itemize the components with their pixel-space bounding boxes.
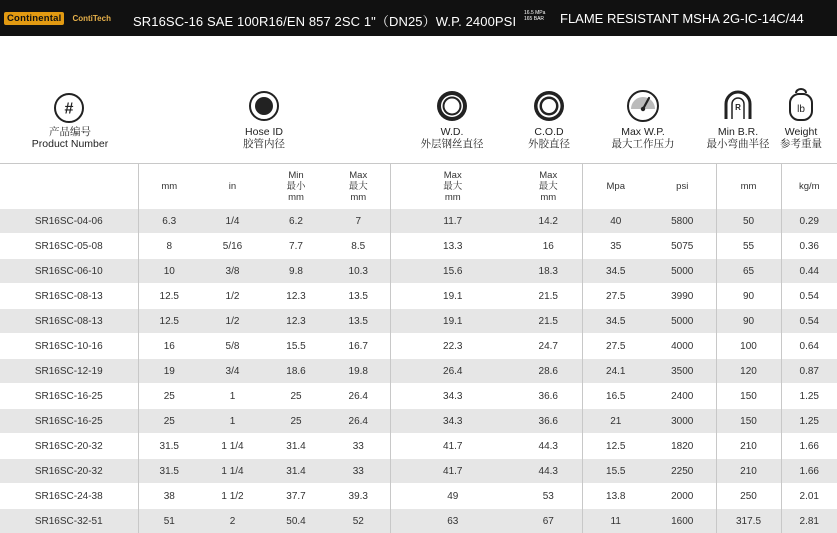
cell-wp-psi: 1600 <box>649 509 716 533</box>
svg-text:R: R <box>735 103 741 112</box>
cell-weight: 1.66 <box>781 434 837 459</box>
unit-cell-cod-max <box>515 164 582 209</box>
cell-wp-psi: 3500 <box>649 359 716 384</box>
cell-weight: 0.36 <box>781 234 837 259</box>
cell-hose-id-min: 12.3 <box>265 284 327 309</box>
cell-hose-id-max: 33 <box>327 434 390 459</box>
cell-wd-max: 19.1 <box>390 284 515 309</box>
cell-hose-id-max: 26.4 <box>327 384 390 409</box>
pressure-bar: 165 BAR <box>524 16 545 22</box>
unit-label: mm <box>327 192 390 203</box>
cell-hose-id-max: 16.7 <box>327 334 390 359</box>
unit-cell-min-br <box>716 164 781 209</box>
cell-hose-id-min: 15.5 <box>265 334 327 359</box>
cell-min-br: 100 <box>716 334 781 359</box>
cell-hose-id-max: 39.3 <box>327 484 390 509</box>
unit-label: Max <box>327 170 390 181</box>
cell-wd-max: 11.7 <box>390 209 515 234</box>
header-weight <box>771 126 831 150</box>
cell-hose-id-mm: 25 <box>138 384 200 409</box>
cell-product-number: SR16SC-06-10 <box>0 259 138 284</box>
wire-ring-icon <box>435 89 469 123</box>
cell-product-number: SR16SC-20-32 <box>0 459 138 484</box>
cell-wp-psi: 1820 <box>649 434 716 459</box>
cell-wp-psi: 2400 <box>649 384 716 409</box>
cell-hose-id-mm: 19 <box>138 359 200 384</box>
unit-cell-hose-id-in <box>200 164 265 209</box>
cell-wp-psi: 4000 <box>649 334 716 359</box>
unit-label: Max <box>391 170 516 181</box>
cell-hose-id-mm: 38 <box>138 484 200 509</box>
table-row <box>0 509 837 533</box>
cell-hose-id-in: 1/4 <box>200 209 265 234</box>
cell-weight: 0.87 <box>781 359 837 384</box>
unit-label: psi <box>649 181 716 192</box>
cell-min-br: 90 <box>716 309 781 334</box>
header-wd-en: W.D. <box>412 126 492 138</box>
unit-cell-wp-mpa <box>582 164 649 209</box>
cell-wp-mpa: 24.1 <box>582 359 649 384</box>
cell-wp-mpa: 15.5 <box>582 459 649 484</box>
unit-label: Min <box>265 170 327 181</box>
cell-cod-max: 14.2 <box>515 209 582 234</box>
unit-label: 最大 <box>327 181 390 192</box>
cell-cod-max: 24.7 <box>515 334 582 359</box>
unit-label: kg/m <box>782 181 837 192</box>
weight-lb-icon <box>788 87 814 123</box>
cell-cod-max: 21.5 <box>515 284 582 309</box>
cell-product-number: SR16SC-16-25 <box>0 384 138 409</box>
header-min-br <box>698 126 778 150</box>
header-min-br-en: Min B.R. <box>698 126 778 138</box>
cell-hose-id-max: 13.5 <box>327 309 390 334</box>
cell-wd-max: 63 <box>390 509 515 533</box>
cell-hose-id-in: 2 <box>200 509 265 533</box>
cell-hose-id-min: 31.4 <box>265 459 327 484</box>
cell-hose-id-max: 52 <box>327 509 390 533</box>
cell-wp-mpa: 12.5 <box>582 434 649 459</box>
pressure-gauge-icon <box>626 89 660 123</box>
table-row <box>0 484 837 509</box>
unit-label: mm <box>265 192 327 203</box>
header-wd <box>412 126 492 150</box>
cell-min-br: 150 <box>716 409 781 434</box>
header-product-number-cn: 产品编号 <box>18 126 122 138</box>
cell-product-number: SR16SC-08-13 <box>0 284 138 309</box>
header-cod-cn: 外胶直径 <box>509 138 589 150</box>
cell-hose-id-in: 1 <box>200 409 265 434</box>
cell-wp-psi: 2250 <box>649 459 716 484</box>
header-cod <box>509 126 589 150</box>
cell-hose-id-min: 7.7 <box>265 234 327 259</box>
cell-product-number: SR16SC-24-38 <box>0 484 138 509</box>
table-row <box>0 209 837 234</box>
cell-min-br: 317.5 <box>716 509 781 533</box>
title-banner <box>0 0 837 36</box>
cell-min-br: 210 <box>716 459 781 484</box>
cell-wp-psi: 5800 <box>649 209 716 234</box>
cell-hose-id-min: 6.2 <box>265 209 327 234</box>
cell-hose-id-in: 1 1/2 <box>200 484 265 509</box>
cell-wd-max: 26.4 <box>390 359 515 384</box>
cell-weight: 0.54 <box>781 284 837 309</box>
cell-hose-id-min: 50.4 <box>265 509 327 533</box>
cell-wp-psi: 5000 <box>649 309 716 334</box>
unit-label: in <box>200 181 265 192</box>
cell-product-number: SR16SC-12-19 <box>0 359 138 384</box>
cell-product-number: SR16SC-16-25 <box>0 409 138 434</box>
cell-hose-id-max: 26.4 <box>327 409 390 434</box>
header-wd-cn: 外层钢丝直径 <box>412 138 492 150</box>
cell-hose-id-min: 37.7 <box>265 484 327 509</box>
header-cod-en: C.O.D <box>509 126 589 138</box>
table-row <box>0 309 837 334</box>
cell-hose-id-mm: 31.5 <box>138 459 200 484</box>
cell-weight: 1.66 <box>781 459 837 484</box>
cell-wp-mpa: 27.5 <box>582 284 649 309</box>
header-hose-id-en: Hose ID <box>214 126 314 138</box>
cell-wp-mpa: 40 <box>582 209 649 234</box>
cell-hose-id-in: 1/2 <box>200 309 265 334</box>
header-max-wp-cn: 最大工作压力 <box>598 138 688 150</box>
unit-label: 最大 <box>391 181 516 192</box>
cell-wp-mpa: 13.8 <box>582 484 649 509</box>
cell-wp-psi: 5075 <box>649 234 716 259</box>
cell-min-br: 55 <box>716 234 781 259</box>
table-row <box>0 384 837 409</box>
cell-cod-max: 28.6 <box>515 359 582 384</box>
table-row <box>0 459 837 484</box>
cell-cod-max: 36.6 <box>515 409 582 434</box>
cell-min-br: 150 <box>716 384 781 409</box>
header-hose-id-cn: 胶管内径 <box>214 138 314 150</box>
cell-wp-psi: 3000 <box>649 409 716 434</box>
cell-hose-id-in: 5/16 <box>200 234 265 259</box>
cell-hose-id-in: 5/8 <box>200 334 265 359</box>
cell-min-br: 250 <box>716 484 781 509</box>
table-row <box>0 284 837 309</box>
cell-min-br: 65 <box>716 259 781 284</box>
cell-product-number: SR16SC-32-51 <box>0 509 138 533</box>
table-body <box>0 209 837 533</box>
cell-hose-id-mm: 10 <box>138 259 200 284</box>
cell-weight: 0.64 <box>781 334 837 359</box>
header-weight-cn: 参考重量 <box>771 138 831 150</box>
cell-wp-psi: 3990 <box>649 284 716 309</box>
cell-wd-max: 41.7 <box>390 434 515 459</box>
cell-product-number: SR16SC-08-13 <box>0 309 138 334</box>
brand-sub-name: ContiTech <box>72 14 111 23</box>
cell-hose-id-in: 1/2 <box>200 284 265 309</box>
unit-label: Max <box>515 170 582 181</box>
header-hose-id <box>214 126 314 150</box>
cell-hose-id-in: 3/8 <box>200 259 265 284</box>
unit-label: Mpa <box>583 181 650 192</box>
table-row <box>0 334 837 359</box>
cell-cod-max: 53 <box>515 484 582 509</box>
cell-hose-id-min: 18.6 <box>265 359 327 384</box>
cell-hose-id-mm: 51 <box>138 509 200 533</box>
cell-weight: 2.81 <box>781 509 837 533</box>
table-row <box>0 434 837 459</box>
pressure-mpa: 16.5 MPa <box>524 10 545 16</box>
cell-wd-max: 15.6 <box>390 259 515 284</box>
cell-min-br: 50 <box>716 209 781 234</box>
header-max-wp-en: Max W.P. <box>598 126 688 138</box>
cell-wp-mpa: 27.5 <box>582 334 649 359</box>
weight-icon-text: lb <box>797 104 805 115</box>
cell-wp-psi: 2000 <box>649 484 716 509</box>
cell-hose-id-in: 1 1/4 <box>200 459 265 484</box>
cell-wd-max: 49 <box>390 484 515 509</box>
flame-resistant-rating: FLAME RESISTANT MSHA 2G-IC-14C/44 <box>560 11 804 26</box>
cell-wp-mpa: 21 <box>582 409 649 434</box>
cell-hose-id-mm: 16 <box>138 334 200 359</box>
table-row <box>0 234 837 259</box>
cell-product-number: SR16SC-05-08 <box>0 234 138 259</box>
cell-wd-max: 34.3 <box>390 409 515 434</box>
cell-wp-mpa: 34.5 <box>582 309 649 334</box>
cell-hose-id-min: 25 <box>265 384 327 409</box>
header-product-number <box>18 126 122 150</box>
bend-radius-icon <box>721 89 755 123</box>
cell-hose-id-max: 13.5 <box>327 284 390 309</box>
cell-wp-mpa: 16.5 <box>582 384 649 409</box>
unit-label: mm <box>391 192 516 203</box>
unit-cell-wd-max <box>390 164 515 209</box>
cell-hose-id-max: 33 <box>327 459 390 484</box>
cell-product-number: SR16SC-20-32 <box>0 434 138 459</box>
cell-wd-max: 22.3 <box>390 334 515 359</box>
brand-logo <box>4 11 111 25</box>
cell-hose-id-min: 12.3 <box>265 309 327 334</box>
unit-cell-weight <box>781 164 837 209</box>
cell-wd-max: 34.3 <box>390 384 515 409</box>
cell-wp-mpa: 11 <box>582 509 649 533</box>
cell-hose-id-max: 19.8 <box>327 359 390 384</box>
brand-name: Continental <box>4 12 64 25</box>
hose-spec-title: SR16SC-16 SAE 100R16/EN 857 2SC 1"（DN25）W.P. 2400PSI <box>133 11 516 30</box>
cell-wp-psi: 5000 <box>649 259 716 284</box>
cell-cod-max: 16 <box>515 234 582 259</box>
hose-bore-icon <box>248 90 280 122</box>
cell-min-br: 210 <box>716 434 781 459</box>
hose-spec-table <box>0 163 837 533</box>
unit-cell-hose-id-min <box>265 164 327 209</box>
cell-wp-mpa: 35 <box>582 234 649 259</box>
unit-label: mm <box>139 181 201 192</box>
cell-wd-max: 13.3 <box>390 234 515 259</box>
cell-hose-id-min: 31.4 <box>265 434 327 459</box>
cell-product-number: SR16SC-04-06 <box>0 209 138 234</box>
cell-weight: 0.29 <box>781 209 837 234</box>
table-row <box>0 409 837 434</box>
header-product-number-en: Product Number <box>18 138 122 150</box>
unit-cell-product-number <box>0 164 138 209</box>
cell-min-br: 90 <box>716 284 781 309</box>
cell-cod-max: 36.6 <box>515 384 582 409</box>
cell-cod-max: 21.5 <box>515 309 582 334</box>
unit-label: 最大 <box>515 181 582 192</box>
cell-product-number: SR16SC-10-16 <box>0 334 138 359</box>
svg-text:#: # <box>65 101 74 118</box>
cell-hose-id-max: 10.3 <box>327 259 390 284</box>
outer-diameter-icon <box>532 89 566 123</box>
cell-hose-id-in: 1 1/4 <box>200 434 265 459</box>
header-min-br-cn: 最小弯曲半径 <box>698 138 778 150</box>
unit-label: mm <box>515 192 582 203</box>
cell-hose-id-min: 9.8 <box>265 259 327 284</box>
cell-wd-max: 19.1 <box>390 309 515 334</box>
cell-min-br: 120 <box>716 359 781 384</box>
header-max-wp <box>598 126 688 150</box>
cell-hose-id-mm: 6.3 <box>138 209 200 234</box>
cell-hose-id-max: 7 <box>327 209 390 234</box>
cell-hose-id-min: 25 <box>265 409 327 434</box>
cell-hose-id-in: 3/4 <box>200 359 265 384</box>
unit-cell-wp-psi <box>649 164 716 209</box>
unit-cell-hose-id-max <box>327 164 390 209</box>
cell-hose-id-mm: 12.5 <box>138 284 200 309</box>
cell-cod-max: 67 <box>515 509 582 533</box>
cell-hose-id-mm: 12.5 <box>138 309 200 334</box>
cell-weight: 1.25 <box>781 409 837 434</box>
cell-weight: 0.44 <box>781 259 837 284</box>
cell-hose-id-mm: 8 <box>138 234 200 259</box>
cell-wd-max: 41.7 <box>390 459 515 484</box>
cell-weight: 1.25 <box>781 384 837 409</box>
header-weight-en: Weight <box>771 126 831 138</box>
pressure-rating <box>524 10 545 22</box>
cell-weight: 0.54 <box>781 309 837 334</box>
units-row <box>0 164 837 209</box>
unit-label: mm <box>717 181 781 192</box>
cell-cod-max: 44.3 <box>515 434 582 459</box>
cell-hose-id-mm: 31.5 <box>138 434 200 459</box>
cell-hose-id-mm: 25 <box>138 409 200 434</box>
cell-hose-id-max: 8.5 <box>327 234 390 259</box>
table-row <box>0 359 837 384</box>
cell-cod-max: 18.3 <box>515 259 582 284</box>
cell-weight: 2.01 <box>781 484 837 509</box>
cell-cod-max: 44.3 <box>515 459 582 484</box>
hash-icon <box>53 92 85 124</box>
cell-wp-mpa: 34.5 <box>582 259 649 284</box>
table-row <box>0 259 837 284</box>
cell-hose-id-in: 1 <box>200 384 265 409</box>
unit-cell-hose-id-mm <box>138 164 200 209</box>
unit-label: 最小 <box>265 181 327 192</box>
